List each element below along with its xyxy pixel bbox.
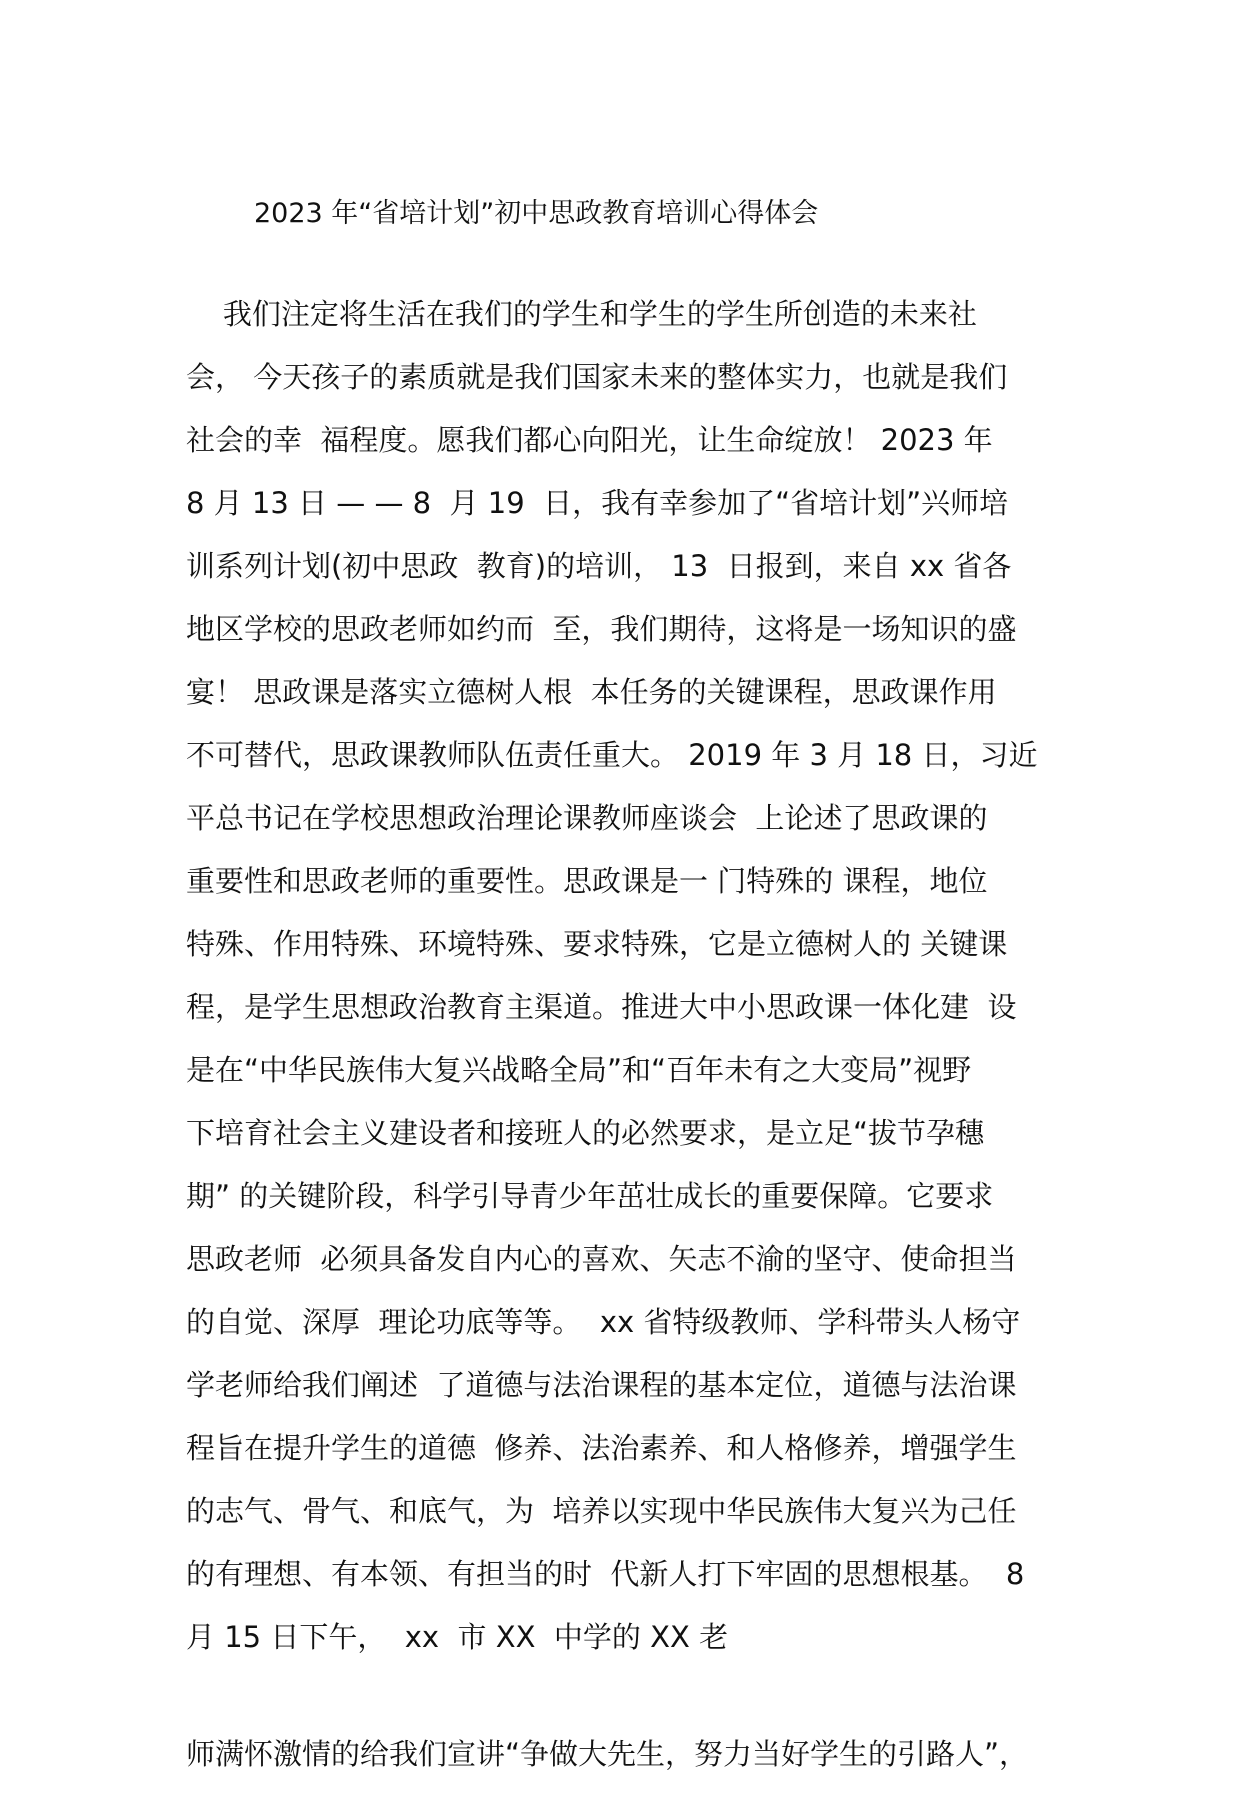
body-line: 月 15 日下午， xx 市 XX 中学的 XX 老 [186, 1620, 729, 1654]
body-line: 程，是学生思想政治教育主渠道。推进大中小思政课一体化建 设 [186, 990, 1017, 1024]
body-line: 重要性和思政老师的重要性。思政课是一 门特殊的 课程，地位 [186, 864, 988, 898]
body-line: 下培育社会主义建设者和接班人的必然要求，是立足“拔节孕穗 [186, 1116, 985, 1150]
body-line: 的志气、骨气、和底气，为 培养以实现中华民族伟大复兴为己任 [186, 1494, 1017, 1528]
body-line: 思政老师 必须具备发自内心的喜欢、矢志不渝的坚守、使命担当 [186, 1242, 1017, 1276]
paragraph-gap [186, 1680, 1086, 1734]
body-line: 会， 今天孩子的素质就是我们国家未来的整体实力，也就是我们 [186, 360, 1008, 394]
body-line: 8 月 13 日 — — 8 月 19 日，我有幸参加了“省培计划”兴师培 [186, 486, 1009, 520]
body-line: 不可替代，思政课教师队伍责任重大。 2019 年 3 月 18 日，习近 [186, 738, 1038, 772]
body-line: 是在“中华民族伟大复兴战略全局”和“百年未有之大变局”视野 [186, 1053, 972, 1087]
body-line-continuation: 师满怀激情的给我们宣讲“争做大先生，努力当好学生的引路人”， [186, 1737, 1029, 1771]
body-line: 的自觉、深厚 理论功底等等。 xx 省特级教师、学科带头人杨守 [186, 1305, 1021, 1339]
body-line: 地区学校的思政老师如约而 至，我们期待，这将是一场知识的盛 [186, 612, 1017, 646]
body-line: 我们注定将生活在我们的学生和学生的学生所创造的未来社 [186, 297, 977, 331]
document-title: 2023 年“省培计划”初中思政教育培训心得体会 [254, 198, 819, 229]
body-line: 程旨在提升学生的道德 修养、法治素养、和人格修养，增强学生 [186, 1431, 1017, 1465]
document-body [186, 294, 1086, 1797]
body-line: 学老师给我们阐述 了道德与法治课程的基本定位，道德与法治课 [186, 1368, 1017, 1402]
body-line: 社会的幸 福程度。愿我们都心向阳光，让生命绽放！ 2023 年 [186, 423, 993, 457]
body-line: 平总书记在学校思想政治理论课教师座谈会 上论述了思政课的 [186, 801, 988, 835]
body-line: 特殊、作用特殊、环境特殊、要求特殊，它是立德树人的 关键课 [186, 927, 1008, 961]
body-line: 宴！ 思政课是落实立德树人根 本任务的关键课程，思政课作用 [186, 675, 997, 709]
body-line: 的有理想、有本领、有担当的时 代新人打下牢固的思想根基。 8 [186, 1557, 1025, 1591]
body-line: 训系列计划(初中思政 教育)的培训， 13 日报到，来自 xx 省各 [186, 549, 1012, 583]
body-line: 期” 的关键阶段，科学引导青少年茁壮成长的重要保障。它要求 [186, 1179, 994, 1213]
